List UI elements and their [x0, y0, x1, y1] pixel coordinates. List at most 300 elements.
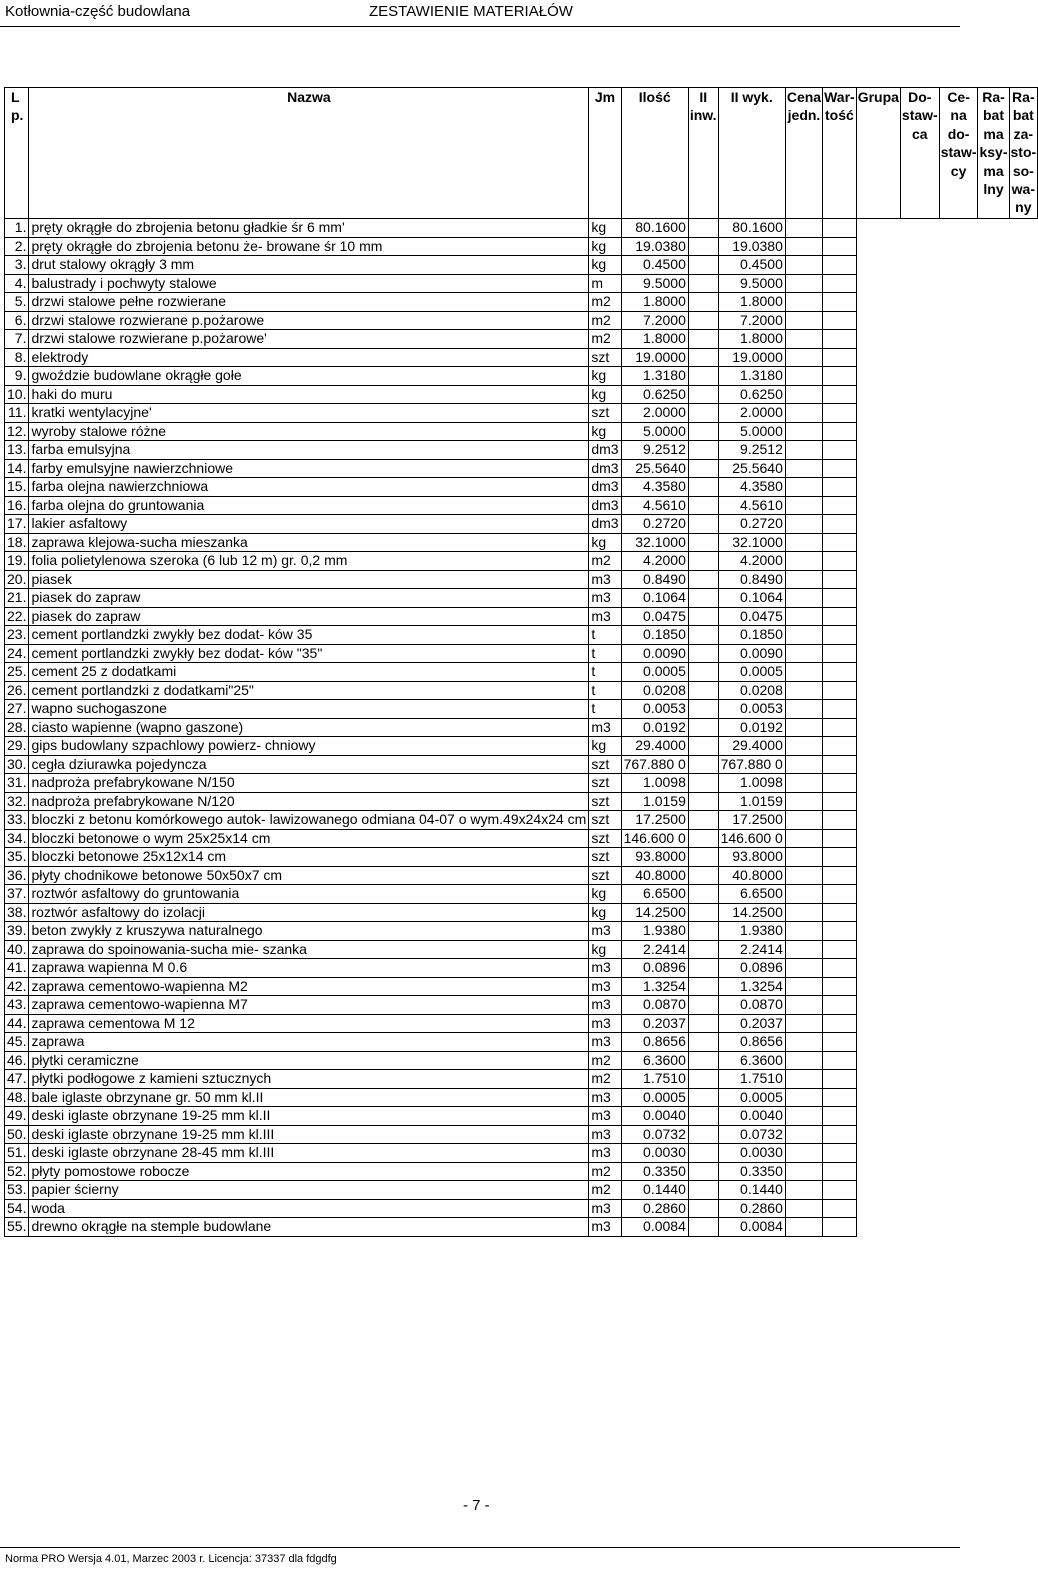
row-jm: kg — [589, 737, 621, 756]
row-lp: 51. — [5, 1144, 29, 1163]
row-ii-inw — [688, 1070, 718, 1089]
row-nazwa: cement portlandzki zwykły bez dodat- ków "35" — [29, 644, 589, 663]
row-ii-inw — [688, 385, 718, 404]
row-ilosc: 1.3180 — [621, 367, 688, 386]
row-jm: m2 — [589, 1051, 621, 1070]
row-ii-inw — [688, 755, 718, 774]
row-nazwa: haki do muru — [29, 385, 589, 404]
row-ii-inw — [688, 681, 718, 700]
row-cena — [785, 792, 822, 811]
row-jm: t — [589, 626, 621, 645]
row-ii-inw — [688, 663, 718, 682]
row-ilosc: 29.4000 — [621, 737, 688, 756]
col-ilosc: Ilość — [621, 88, 688, 219]
row-ilosc: 19.0000 — [621, 348, 688, 367]
row-empty-columns — [856, 755, 1037, 774]
row-jm: m3 — [589, 1088, 621, 1107]
row-ilosc: 6.3600 — [621, 1051, 688, 1070]
row-ii-inw — [688, 237, 718, 256]
table-row — [5, 1199, 1038, 1218]
row-nazwa: cement portlandzki z dodatkami"25" — [29, 681, 589, 700]
row-wartosc — [823, 1162, 857, 1181]
row-jm: dm3 — [589, 441, 621, 460]
row-nazwa: drzwi stalowe pełne rozwierane — [29, 293, 589, 312]
row-nazwa: drut stalowy okrągły 3 mm — [29, 256, 589, 275]
table-row — [5, 829, 1038, 848]
row-wartosc — [823, 1199, 857, 1218]
row-ii-inw — [688, 922, 718, 941]
row-jm: kg — [589, 940, 621, 959]
row-ii-wyk: 9.5000 — [718, 274, 785, 293]
page-number: - 7 - — [463, 1497, 490, 1514]
row-wartosc — [823, 718, 857, 737]
col-rabat-max: Ra- bat ma ksy- ma lny — [978, 88, 1009, 219]
row-nazwa: piasek — [29, 570, 589, 589]
row-ii-inw — [688, 1181, 718, 1200]
row-lp: 36. — [5, 866, 29, 885]
row-lp: 24. — [5, 644, 29, 663]
row-wartosc — [823, 829, 857, 848]
row-ii-inw — [688, 1107, 718, 1126]
row-empty-columns — [856, 700, 1037, 719]
row-cena — [785, 1051, 822, 1070]
row-lp: 45. — [5, 1033, 29, 1052]
row-nazwa: zaprawa — [29, 1033, 589, 1052]
row-ii-wyk: 0.6250 — [718, 385, 785, 404]
row-nazwa: bloczki z betonu komórkowego autok- lawizowanego odmiana 04-07 o wym.49x24x24 cm — [29, 811, 589, 830]
row-ii-inw — [688, 1199, 718, 1218]
row-nazwa: deski iglaste obrzynane 19-25 mm kl.II — [29, 1107, 589, 1126]
row-wartosc — [823, 274, 857, 293]
row-lp: 38. — [5, 903, 29, 922]
row-jm: kg — [589, 385, 621, 404]
row-ii-inw — [688, 700, 718, 719]
row-lp: 49. — [5, 1107, 29, 1126]
row-jm: szt — [589, 811, 621, 830]
row-jm: t — [589, 644, 621, 663]
table-row — [5, 959, 1038, 978]
row-wartosc — [823, 737, 857, 756]
row-ilosc: 0.8490 — [621, 570, 688, 589]
row-empty-columns — [856, 866, 1037, 885]
row-lp: 34. — [5, 829, 29, 848]
row-ii-inw — [688, 811, 718, 830]
row-lp: 12. — [5, 422, 29, 441]
row-jm: szt — [589, 404, 621, 423]
row-empty-columns — [856, 496, 1037, 515]
materials-table — [4, 87, 1038, 1237]
row-jm: dm3 — [589, 496, 621, 515]
row-empty-columns — [856, 1199, 1037, 1218]
row-empty-columns — [856, 922, 1037, 941]
row-jm: m — [589, 274, 621, 293]
row-nazwa: nadproża prefabrykowane N/150 — [29, 774, 589, 793]
row-jm: m3 — [589, 1033, 621, 1052]
row-ii-wyk: 5.0000 — [718, 422, 785, 441]
col-jm: Jm — [589, 88, 621, 219]
row-lp: 47. — [5, 1070, 29, 1089]
table-row — [5, 866, 1038, 885]
row-wartosc — [823, 348, 857, 367]
row-ii-wyk: 93.8000 — [718, 848, 785, 867]
row-cena — [785, 330, 822, 349]
table-row — [5, 718, 1038, 737]
row-nazwa: gwoździe budowlane okrągłe gołe — [29, 367, 589, 386]
row-lp: 32. — [5, 792, 29, 811]
row-wartosc — [823, 1088, 857, 1107]
table-row — [5, 996, 1038, 1015]
row-cena — [785, 885, 822, 904]
row-nazwa: zaprawa wapienna M 0.6 — [29, 959, 589, 978]
row-wartosc — [823, 885, 857, 904]
row-ilosc: 0.2860 — [621, 1199, 688, 1218]
row-ii-inw — [688, 441, 718, 460]
row-ilosc: 40.8000 — [621, 866, 688, 885]
row-ii-inw — [688, 404, 718, 423]
row-jm: szt — [589, 866, 621, 885]
row-empty-columns — [856, 1107, 1037, 1126]
row-ilosc: 0.2037 — [621, 1014, 688, 1033]
row-ii-inw — [688, 219, 718, 238]
row-cena — [785, 219, 822, 238]
row-ii-inw — [688, 1033, 718, 1052]
row-empty-columns — [856, 1033, 1037, 1052]
row-wartosc — [823, 1125, 857, 1144]
row-cena — [785, 755, 822, 774]
row-ilosc: 0.0208 — [621, 681, 688, 700]
row-cena — [785, 441, 822, 460]
row-nazwa: płyty chodnikowe betonowe 50x50x7 cm — [29, 866, 589, 885]
row-ilosc: 1.7510 — [621, 1070, 688, 1089]
row-ii-inw — [688, 848, 718, 867]
row-ii-wyk: 0.1064 — [718, 589, 785, 608]
row-empty-columns — [856, 1070, 1037, 1089]
row-empty-columns — [856, 293, 1037, 312]
row-cena — [785, 1107, 822, 1126]
row-jm: szt — [589, 848, 621, 867]
row-ii-inw — [688, 1051, 718, 1070]
row-wartosc — [823, 811, 857, 830]
row-ilosc: 0.0040 — [621, 1107, 688, 1126]
table-row — [5, 792, 1038, 811]
row-empty-columns — [856, 718, 1037, 737]
row-ilosc: 0.0030 — [621, 1144, 688, 1163]
row-nazwa: roztwór asfaltowy do gruntowania — [29, 885, 589, 904]
row-nazwa: folia polietylenowa szeroka (6 lub 12 m) gr. 0,2 mm — [29, 552, 589, 571]
row-ilosc: 0.8656 — [621, 1033, 688, 1052]
table-row — [5, 330, 1038, 349]
row-ii-inw — [688, 515, 718, 534]
row-ii-wyk: 0.0005 — [718, 663, 785, 682]
row-jm: szt — [589, 774, 621, 793]
row-jm: kg — [589, 422, 621, 441]
row-ilosc: 0.0053 — [621, 700, 688, 719]
row-empty-columns — [856, 644, 1037, 663]
row-cena — [785, 681, 822, 700]
row-lp: 30. — [5, 755, 29, 774]
row-empty-columns — [856, 1014, 1037, 1033]
row-empty-columns — [856, 404, 1037, 423]
row-ii-inw — [688, 866, 718, 885]
row-nazwa: ciasto wapienne (wapno gaszone) — [29, 718, 589, 737]
row-wartosc — [823, 367, 857, 386]
row-ii-wyk: 19.0000 — [718, 348, 785, 367]
row-empty-columns — [856, 459, 1037, 478]
row-ilosc: 32.1000 — [621, 533, 688, 552]
row-ii-wyk: 0.0732 — [718, 1125, 785, 1144]
row-ii-wyk: 14.2500 — [718, 903, 785, 922]
row-ii-wyk: 0.0870 — [718, 996, 785, 1015]
row-ilosc: 4.3580 — [621, 478, 688, 497]
row-cena — [785, 533, 822, 552]
row-nazwa: papier ścierny — [29, 1181, 589, 1200]
row-wartosc — [823, 959, 857, 978]
row-ii-wyk: 17.2500 — [718, 811, 785, 830]
row-wartosc — [823, 774, 857, 793]
row-ii-inw — [688, 607, 718, 626]
row-cena — [785, 385, 822, 404]
row-ilosc: 1.0098 — [621, 774, 688, 793]
row-nazwa: bloczki betonowe 25x12x14 cm — [29, 848, 589, 867]
row-cena — [785, 515, 822, 534]
row-ii-inw — [688, 293, 718, 312]
table-row — [5, 1088, 1038, 1107]
row-ii-inw — [688, 1125, 718, 1144]
row-ilosc: 0.1440 — [621, 1181, 688, 1200]
row-ii-wyk: 1.3180 — [718, 367, 785, 386]
row-cena — [785, 348, 822, 367]
row-wartosc — [823, 533, 857, 552]
row-ilosc: 0.0732 — [621, 1125, 688, 1144]
row-cena — [785, 737, 822, 756]
row-ii-wyk: 19.0380 — [718, 237, 785, 256]
row-nazwa: zaprawa cementowo-wapienna M2 — [29, 977, 589, 996]
col-nazwa: Nazwa — [29, 88, 589, 219]
row-ii-inw — [688, 478, 718, 497]
row-ilosc: 7.2000 — [621, 311, 688, 330]
row-ii-inw — [688, 885, 718, 904]
row-ii-inw — [688, 718, 718, 737]
row-jm: m3 — [589, 977, 621, 996]
row-wartosc — [823, 1033, 857, 1052]
row-jm: dm3 — [589, 478, 621, 497]
row-nazwa: drewno okrągłe na stemple budowlane — [29, 1218, 589, 1237]
row-jm: m2 — [589, 1162, 621, 1181]
row-cena — [785, 644, 822, 663]
row-cena — [785, 1218, 822, 1237]
row-ii-wyk: 0.2720 — [718, 515, 785, 534]
row-wartosc — [823, 626, 857, 645]
row-lp: 40. — [5, 940, 29, 959]
row-cena — [785, 829, 822, 848]
row-ii-wyk: 40.8000 — [718, 866, 785, 885]
row-ii-wyk: 0.0053 — [718, 700, 785, 719]
row-cena — [785, 1144, 822, 1163]
row-lp: 10. — [5, 385, 29, 404]
row-jm: t — [589, 681, 621, 700]
table-row — [5, 422, 1038, 441]
row-lp: 5. — [5, 293, 29, 312]
table-row — [5, 589, 1038, 608]
col-ii-wyk: II wyk. — [718, 88, 785, 219]
row-jm: dm3 — [589, 459, 621, 478]
row-nazwa: lakier asfaltowy — [29, 515, 589, 534]
row-wartosc — [823, 1014, 857, 1033]
row-empty-columns — [856, 1144, 1037, 1163]
row-ii-inw — [688, 996, 718, 1015]
row-lp: 15. — [5, 478, 29, 497]
row-jm: m3 — [589, 1218, 621, 1237]
table-row — [5, 885, 1038, 904]
row-wartosc — [823, 404, 857, 423]
row-ii-wyk: 6.6500 — [718, 885, 785, 904]
row-lp: 26. — [5, 681, 29, 700]
row-wartosc — [823, 1051, 857, 1070]
row-cena — [785, 293, 822, 312]
row-cena — [785, 866, 822, 885]
table-row — [5, 1125, 1038, 1144]
row-ii-inw — [688, 533, 718, 552]
row-empty-columns — [856, 515, 1037, 534]
row-ilosc: 0.0090 — [621, 644, 688, 663]
row-lp: 28. — [5, 718, 29, 737]
row-wartosc — [823, 1218, 857, 1237]
table-row — [5, 570, 1038, 589]
table-row — [5, 404, 1038, 423]
table-row — [5, 515, 1038, 534]
row-lp: 2. — [5, 237, 29, 256]
row-ii-inw — [688, 348, 718, 367]
row-wartosc — [823, 219, 857, 238]
row-jm: m3 — [589, 1014, 621, 1033]
row-ii-wyk: 0.0090 — [718, 644, 785, 663]
row-empty-columns — [856, 589, 1037, 608]
row-empty-columns — [856, 422, 1037, 441]
header-row — [5, 88, 1038, 219]
row-cena — [785, 940, 822, 959]
row-jm: m3 — [589, 1199, 621, 1218]
row-ilosc: 6.6500 — [621, 885, 688, 904]
table-row — [5, 237, 1038, 256]
row-wartosc — [823, 996, 857, 1015]
row-ii-wyk: 0.0896 — [718, 959, 785, 978]
row-empty-columns — [856, 330, 1037, 349]
row-wartosc — [823, 478, 857, 497]
table-row — [5, 626, 1038, 645]
row-wartosc — [823, 977, 857, 996]
row-ii-wyk: 0.0084 — [718, 1218, 785, 1237]
table-row — [5, 274, 1038, 293]
row-ii-wyk: 1.0098 — [718, 774, 785, 793]
row-cena — [785, 422, 822, 441]
document-title: Kotłownia-część budowlana — [5, 3, 191, 20]
row-wartosc — [823, 515, 857, 534]
row-empty-columns — [856, 940, 1037, 959]
row-ilosc: 0.2720 — [621, 515, 688, 534]
row-lp: 46. — [5, 1051, 29, 1070]
row-cena — [785, 589, 822, 608]
row-ilosc: 146.600 0 — [621, 829, 688, 848]
row-cena — [785, 977, 822, 996]
table-row — [5, 1014, 1038, 1033]
row-jm: m3 — [589, 607, 621, 626]
row-ii-wyk: 0.1440 — [718, 1181, 785, 1200]
row-empty-columns — [856, 385, 1037, 404]
footer-note: Norma PRO Wersja 4.01, Marzec 2003 r. Licencja: 37337 dla fdgdfg — [5, 1553, 337, 1565]
row-jm: m3 — [589, 959, 621, 978]
row-ilosc: 93.8000 — [621, 848, 688, 867]
table-row — [5, 478, 1038, 497]
row-ii-inw — [688, 1162, 718, 1181]
row-nazwa: farba emulsyjna — [29, 441, 589, 460]
row-jm: kg — [589, 903, 621, 922]
row-lp: 20. — [5, 570, 29, 589]
row-cena — [785, 1033, 822, 1052]
row-cena — [785, 478, 822, 497]
row-lp: 29. — [5, 737, 29, 756]
row-ilosc: 0.0192 — [621, 718, 688, 737]
table-row — [5, 940, 1038, 959]
table-row — [5, 1162, 1038, 1181]
row-cena — [785, 848, 822, 867]
row-ii-wyk: 0.4500 — [718, 256, 785, 275]
table-row — [5, 256, 1038, 275]
row-empty-columns — [856, 607, 1037, 626]
row-ii-wyk: 1.8000 — [718, 330, 785, 349]
col-cena-dostawcy: Ce- na do- staw- cy — [939, 88, 978, 219]
row-wartosc — [823, 700, 857, 719]
row-empty-columns — [856, 552, 1037, 571]
row-wartosc — [823, 663, 857, 682]
row-ii-wyk: 0.2860 — [718, 1199, 785, 1218]
row-nazwa: zaprawa do spoinowania-sucha mie- szanka — [29, 940, 589, 959]
row-empty-columns — [856, 959, 1037, 978]
row-jm: kg — [589, 885, 621, 904]
row-lp: 39. — [5, 922, 29, 941]
table-row — [5, 441, 1038, 460]
row-nazwa: zaprawa cementowa M 12 — [29, 1014, 589, 1033]
row-ilosc: 0.4500 — [621, 256, 688, 275]
col-cena: Cena jedn. — [785, 88, 822, 219]
row-wartosc — [823, 866, 857, 885]
row-wartosc — [823, 607, 857, 626]
row-jm: m2 — [589, 552, 621, 571]
row-jm: m3 — [589, 1107, 621, 1126]
row-ilosc: 9.5000 — [621, 274, 688, 293]
row-cena — [785, 237, 822, 256]
row-cena — [785, 496, 822, 515]
row-lp: 52. — [5, 1162, 29, 1181]
table-row — [5, 811, 1038, 830]
row-empty-columns — [856, 367, 1037, 386]
row-empty-columns — [856, 792, 1037, 811]
row-empty-columns — [856, 237, 1037, 256]
table-row — [5, 552, 1038, 571]
row-nazwa: płytki ceramiczne — [29, 1051, 589, 1070]
row-lp: 42. — [5, 977, 29, 996]
row-ii-wyk: 6.3600 — [718, 1051, 785, 1070]
row-ii-inw — [688, 552, 718, 571]
row-empty-columns — [856, 570, 1037, 589]
row-nazwa: deski iglaste obrzynane 28-45 mm kl.III — [29, 1144, 589, 1163]
col-rabat-zast: Ra- bat za- sto- so- wa- ny — [1009, 88, 1038, 219]
row-ilosc: 767.880 0 — [621, 755, 688, 774]
row-wartosc — [823, 903, 857, 922]
row-ilosc: 1.8000 — [621, 330, 688, 349]
table-row — [5, 774, 1038, 793]
row-empty-columns — [856, 681, 1037, 700]
row-jm: t — [589, 700, 621, 719]
